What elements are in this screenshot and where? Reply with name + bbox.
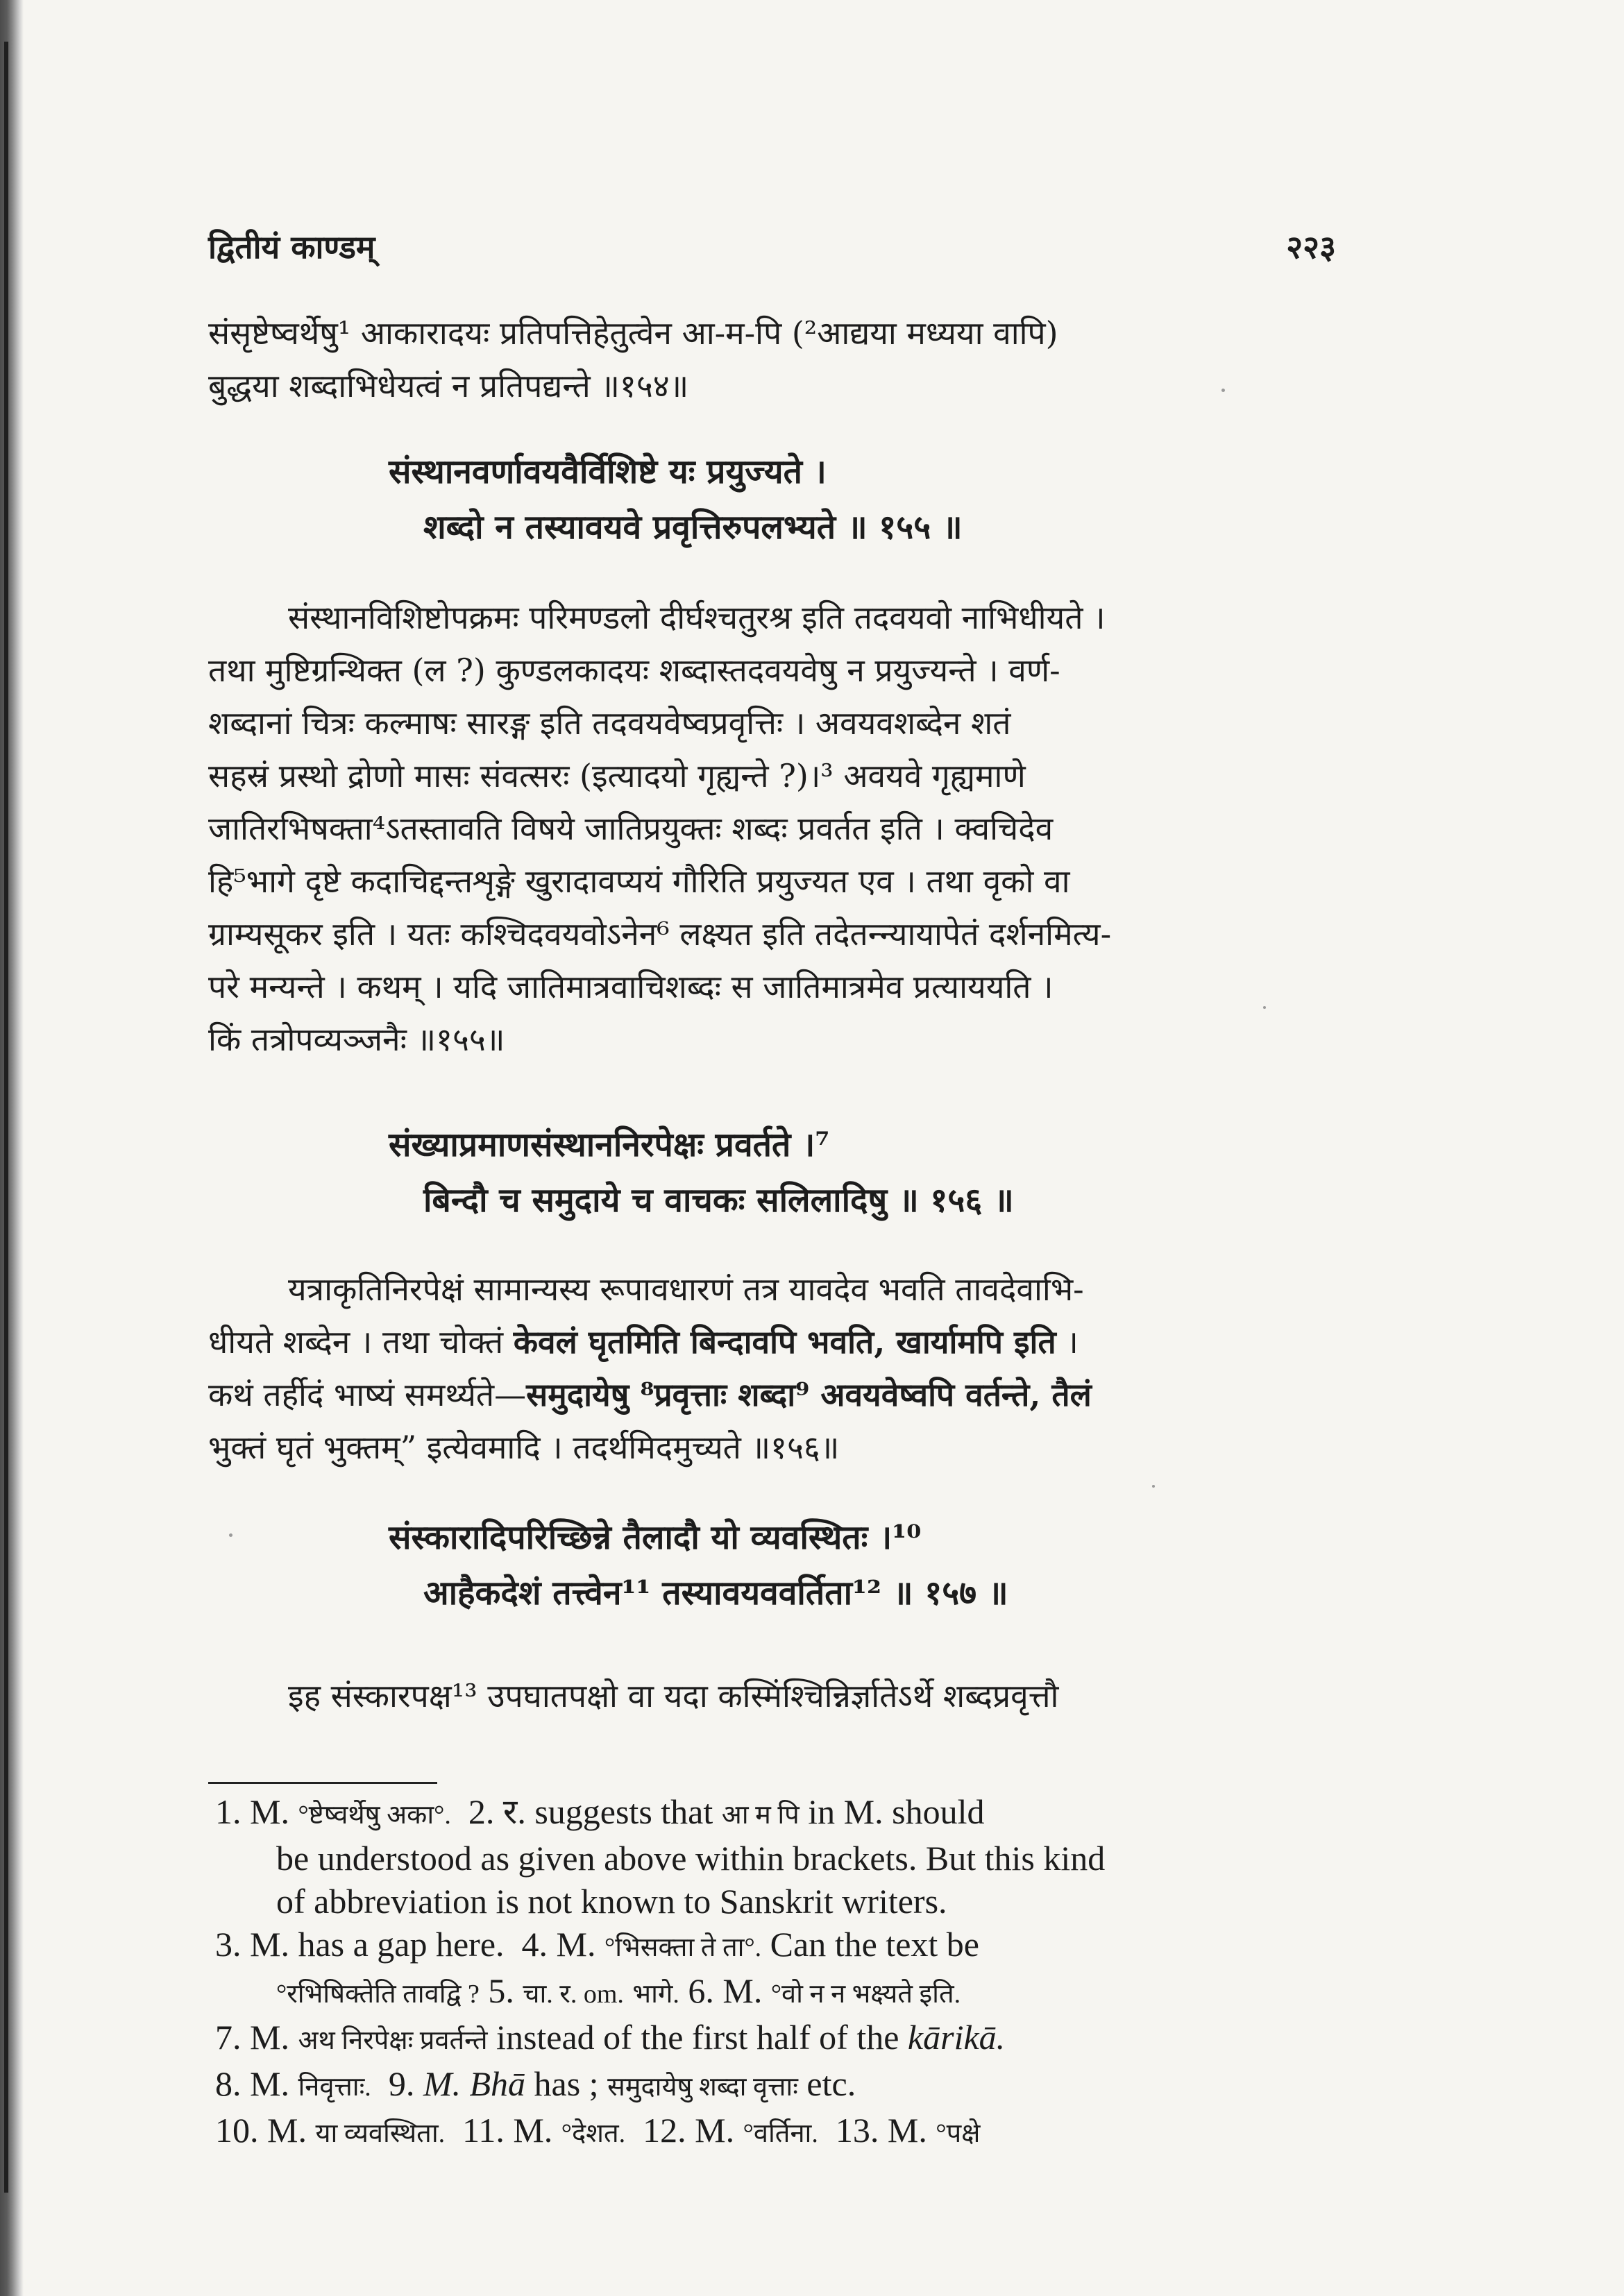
- footnote-text: M.: [722, 1971, 763, 2010]
- verse-line: शब्दो न तस्यावयवे प्रवृत्तिरुपलभ्यते ॥ १५५ ॥: [423, 508, 963, 547]
- karika-157: [389, 1510, 1360, 1621]
- text-line: इह संस्कारपक्ष¹³ उपघातपक्षो वा यदा कस्मिंश्चिन्निर्ज्ञातेऽर्थे शब्दप्रवृत्तौ: [288, 1677, 1059, 1715]
- footnote-devanagari: अथ निरपेक्षः प्रवर्तन्ते: [298, 2026, 488, 2055]
- text-line: जातिरभिषक्ता⁴ऽतस्तावति विषये जातिप्रयुक्तः शब्दः प्रवर्तत इति । क्वचिदेव: [208, 810, 1054, 847]
- footnotes: [215, 1790, 1326, 2155]
- footnote-text: instead of the first half of the: [496, 2018, 899, 2057]
- text-line: संसृष्टेष्वर्थेषु¹ आकारादयः प्रतिपत्तिहेतुत्वेन आ-म-पि (²आद्यया मध्यया वापि): [208, 314, 1058, 352]
- text-run: कथं तर्हीदं भाष्यं समर्थ्यते—: [208, 1376, 527, 1413]
- footnote-italic: M. Bhā: [423, 2064, 526, 2103]
- footnote-text: M. has a gap here.: [250, 1925, 505, 1964]
- footnote-separator: [208, 1782, 437, 1784]
- quotation-bold: केवलं घृतमिति बिन्दावपि भवति, खार्यामपि इति: [513, 1323, 1056, 1361]
- scan-speck: [229, 1533, 232, 1537]
- binding-edge-line: [4, 42, 8, 2193]
- footnote-devanagari: निवृत्ताः.: [298, 2073, 371, 2102]
- commentary-paragraph-2: [208, 591, 1319, 1066]
- footnote-text: has ;: [534, 2064, 599, 2103]
- footnote-number: 5.: [488, 1971, 514, 2010]
- karika-155: [389, 444, 1360, 555]
- footnote-text: M.: [250, 2018, 289, 2057]
- text-line: [208, 1316, 1319, 1368]
- text-line: [208, 1368, 1319, 1421]
- footnote-devanagari: °ष्टेष्वर्थेषु अका°.: [298, 1801, 451, 1830]
- text-line: सहस्रं प्रस्थो द्रोणो मासः संवत्सरः (इत्यादयो गृह्यन्ते ?)।³ अवयवे गृह्यमाणे: [208, 757, 1026, 794]
- footnote-text: etc.: [806, 2064, 856, 2103]
- text-line: परे मन्यन्ते । कथम् । यदि जातिमात्रवाचिशब्दः स जातिमात्रमेव प्रत्याययति ।: [208, 968, 1054, 1005]
- text-run: ।: [1066, 1323, 1079, 1361]
- footnote-devanagari: या व्यवस्थिता.: [315, 2119, 446, 2148]
- footnote-italic: kārikā.: [907, 2018, 1006, 2057]
- commentary-paragraph-3: [208, 1263, 1319, 1474]
- footnote-devanagari: आ म पि: [721, 1801, 800, 1830]
- footnote-text: M.: [513, 2111, 553, 2150]
- footnote-number: 11.: [462, 2111, 505, 2150]
- footnote-line: of abbreviation is not known to Sanskrit writers.: [276, 1882, 947, 1921]
- text-line: यत्राकृतिनिरपेक्षं सामान्यस्य रूपावधारणं तत्र यावदेव भवति तावदेवाभि-: [288, 1270, 1084, 1308]
- karika-156: [389, 1117, 1360, 1228]
- footnote-line: [215, 1790, 1326, 1837]
- footnote-devanagari: °वो न न भक्ष्यते इति.: [770, 1980, 961, 2009]
- footnote-devanagari: °रभिषिक्तेति तावद्वि ?: [276, 1980, 480, 2009]
- footnote-line: [215, 2109, 1326, 2155]
- text-line: भुक्तं घृतं भुक्तम्” इत्येवमादि । तदर्थमिदमुच्यते ॥१५६॥: [208, 1429, 840, 1466]
- footnote-line: be understood as given above within brackets. But this kind: [276, 1839, 1106, 1878]
- footnote-number: 4.: [521, 1925, 548, 1964]
- text-line: हि⁵भागे दृष्टे कदाचिद्दन्तशृङ्गे खुरादावप्ययं गौरिति प्रयुज्यत एव । तथा वृको वा: [208, 862, 1070, 900]
- scan-speck: [1221, 389, 1225, 392]
- footnote-text: चा. र. om.: [523, 1980, 624, 2009]
- footnote-devanagari: °भिसक्ता ते ता°.: [604, 1933, 762, 1962]
- scan-speck: [1263, 1006, 1266, 1009]
- footnote-text: M.: [887, 2111, 927, 2150]
- footnote-number: 6.: [688, 1971, 714, 2010]
- footnote-text: M.: [695, 2111, 735, 2150]
- footnote-line: [215, 2016, 1326, 2062]
- page-number: २२३: [1286, 228, 1336, 266]
- footnote-number: 13.: [835, 2111, 879, 2150]
- footnote-devanagari: °देशत.: [561, 2119, 626, 2148]
- scan-speck: [1152, 1485, 1155, 1488]
- footnote-line: [215, 1969, 1326, 2016]
- footnote-number: 10.: [215, 2111, 259, 2150]
- text-line: ग्राम्यसूकर इति । यतः कश्चिदवयवोऽनेन⁶ लक्ष्यत इति तदेतन्न्यायापेतं दर्शनमित्य-: [208, 915, 1112, 953]
- footnote-text: M.: [267, 2111, 307, 2150]
- footnote-text: Can the text be: [770, 1925, 979, 1964]
- verse-line: संख्याप्रमाणसंस्थाननिरपेक्षः प्रवर्तते ।⁷: [389, 1125, 830, 1164]
- text-run: धीयते शब्देन । तथा चोक्तं: [208, 1323, 514, 1361]
- footnote-text: in M. should: [808, 1792, 985, 1831]
- footnote-number: 1.: [215, 1792, 242, 1831]
- footnote-number: 2.: [468, 1792, 495, 1831]
- footnote-text: र. suggests that: [502, 1792, 713, 1831]
- text-line: तथा मुष्टिग्रन्थिक्त (ल ?) कुण्डलकादयः शब्दास्तदवयवेषु न प्रयुज्यन्ते । वर्ण-: [208, 652, 1060, 689]
- quotation-bold: समुदायेषु ⁸प्रवृत्ताः शब्दा⁹ अवयवेष्वपि वर्तन्ते, तैलं: [526, 1376, 1092, 1413]
- footnote-text: M.: [250, 1792, 289, 1831]
- footnote-number: 9.: [388, 2064, 415, 2103]
- footnote-devanagari: °वर्तिना.: [743, 2119, 818, 2148]
- text-line: बुद्धया शब्दाभिधेयत्वं न प्रतिपद्यन्ते ॥१५४॥: [208, 367, 689, 405]
- commentary-paragraph-1: [208, 307, 1319, 412]
- footnote-number: 7.: [215, 2018, 242, 2057]
- footnote-devanagari: भागे.: [632, 1980, 679, 2009]
- verse-line: आहैकदेशं तत्त्वेन¹¹ तस्यावयववर्तिता¹² ॥ १५७ ॥: [423, 1574, 1008, 1613]
- footnote-text: M.: [250, 2064, 289, 2103]
- footnote-line: [215, 2062, 1326, 2109]
- running-title: द्वितीयं काण्डम्: [208, 228, 375, 266]
- footnote-text: M.: [556, 1925, 596, 1964]
- text-line: शब्दानां चित्रः कल्माषः सारङ्ग इति तदवयवेष्वप्रवृत्तिः । अवयवशब्देन शतं: [208, 704, 1011, 742]
- verse-line: बिन्दौ च समुदाये च वाचकः सलिलादिषु ॥ १५६ ॥: [423, 1181, 1014, 1220]
- footnote-number: 3.: [215, 1925, 242, 1964]
- text-line: संस्थानविशिष्टोपक्रमः परिमण्डलो दीर्घश्चतुरश्र इति तदवयवो नाभिधीयते ।: [288, 599, 1106, 636]
- footnote-devanagari: समुदायेषु शब्दा वृत्ताः: [607, 2073, 798, 2102]
- footnote-number: 12.: [643, 2111, 686, 2150]
- commentary-paragraph-4: [208, 1669, 1319, 1722]
- text-line: किं तत्रोपव्यञ्जनैः ॥१५५॥: [208, 1021, 505, 1058]
- footnote-devanagari: °पक्षे: [936, 2119, 981, 2148]
- footnote-line: [215, 1923, 1326, 1969]
- footnote-number: 8.: [215, 2064, 242, 2103]
- verse-line: संस्थानवर्णावयवैर्विशिष्टे यः प्रयुज्यते ।: [389, 452, 827, 491]
- verse-line: संस्कारादिपरिच्छिन्ने तैलादौ यो व्यवस्थितः ।¹⁰: [389, 1518, 922, 1557]
